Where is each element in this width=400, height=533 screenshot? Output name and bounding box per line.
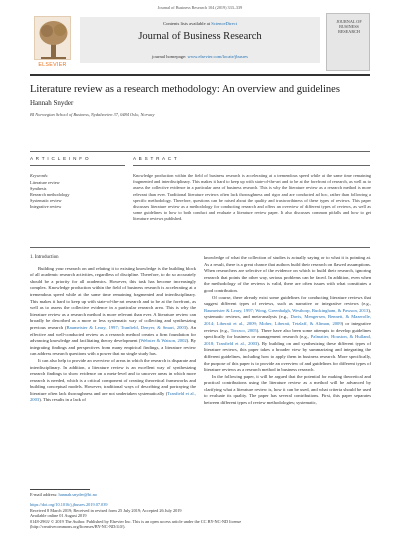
body-text: ). An effective and well-conducted review as a research method creates a firm foundation for advancing knowledge and facilitating theory development (	[30, 324, 196, 344]
body-text: ). By integrating findings and perspectives from many empirical findings, a literature review can address research questions with a power that no single study has.	[30, 338, 197, 357]
received-dates: Received 8 March 2019; Received in revised form 25 July 2019; Accepted 26 July 2019	[30, 507, 182, 513]
masthead-divider	[30, 74, 370, 76]
email-link[interactable]: hannah.snyder@bi.no	[58, 492, 97, 497]
article-info-heading: A R T I C L E I N F O	[30, 156, 90, 161]
keyword-item: Research methodology	[30, 192, 70, 197]
tree-icon	[35, 17, 72, 61]
available-online: Available online 01 August 2019	[30, 513, 87, 519]
info-divider-right	[133, 165, 370, 166]
cover-title: JOURNAL OF BUSINESS RESEARCH	[336, 19, 362, 35]
abstract-heading: A B S T R A C T	[133, 156, 178, 161]
body-text: ), systematic reviews, and meta-analysis (e.g.,	[204, 307, 371, 320]
keyword-item: Literature review	[30, 180, 60, 185]
keyword-item: Systematic review	[30, 198, 62, 203]
citation-link[interactable]: Webster & Watson, 2002	[140, 338, 187, 344]
body-text: ). This results in a lack of	[39, 397, 86, 403]
info-divider-left	[30, 165, 125, 166]
email-label: E-mail address:	[30, 492, 59, 497]
body-text: Building your research on and relating it to existing knowledge is the building block of all academic research activities, regardless of discipline. Therefore, to do so accurately should be a priority for all academics. However, this task has become increasingly complex. Knowledge production within the field of business research is accelerating at a tremendous speed while at the same time remaining fragmented and interdisciplinary. This makes it hard to keep up with state-of-the-art research and to be at the forefront, as well as to assess the collective evidence in a particular research area. This is why the literature review as a research method is more relevant than ever. A literature review can broadly be described as a more or less systematic way of collecting and synthesizing previous research (	[30, 265, 196, 330]
paragraph	[204, 374, 371, 407]
footnote-email	[30, 492, 97, 497]
homepage-link[interactable]: www.elsevier.com/locate/jbusres	[187, 54, 248, 59]
citation-link[interactable]: Palmatier, Houston, & Hulland, 2018; Tranfield et al., 2003	[204, 334, 371, 346]
keywords-label: Keywords:	[30, 173, 49, 178]
info-divider-top	[30, 151, 370, 152]
journal-citation: Journal of Business Research 104 (2019) 333–339	[157, 5, 243, 10]
citation-link[interactable]: Tranfield et al., 2003	[30, 390, 196, 403]
body-text: knowledge of what the collection of studies is actually saying or to what it is pointing at. As a result, there is a great chance that authors build their research on flawed assumptions. When researchers are selective of the evidence on which to build their research, ignoring research that points the other way, serious problems can be faced. In addition, even when the methodology of the reviews is valid, there are often issues with what constitutes a good contribution.	[204, 255, 371, 293]
publisher-name: ELSEVIER	[38, 62, 67, 68]
citation-link[interactable]: Davis, Mengersen, Bennett, & Mazerolle, 2014; Liberati et al., 2009; Moher, Liberati, Tetzlaff, & Altman, 2009	[204, 314, 371, 326]
body-column-right	[204, 255, 371, 407]
license-url[interactable]: (http://creativecommons.org/licenses/BY-NC-ND/4.0/).	[30, 524, 126, 530]
contents-line	[80, 21, 320, 26]
citation-link[interactable]: Baumeister & Leary, 1997; Wong, Greenhalgh, Westhorp, Buckingham, & Pawson, 2013	[204, 307, 369, 313]
section-title: 1. Introduction	[30, 255, 59, 260]
masthead	[30, 13, 370, 73]
paragraph	[30, 266, 196, 358]
keyword-item: Integrative review	[30, 204, 62, 209]
journal-cover-thumbnail[interactable]	[326, 13, 370, 71]
citation-link[interactable]: Torraco, 2005	[230, 327, 257, 333]
paragraph	[204, 255, 371, 295]
contents-prefix: Contents lists available at	[163, 21, 212, 26]
license-line: 0148-2963/ © 2019 The Author. Published by Elsevier Inc. This is an open access article under the CC BY-NC-ND license	[30, 518, 242, 524]
article-title: Literature review as a research methodology: An overview and guidelines	[30, 84, 340, 95]
elsevier-tree-icon	[34, 16, 71, 60]
author-affiliation: BI Norwegian School of Business, Nydalsveien 37, 0484 Oslo, Norway	[30, 112, 155, 117]
paragraph	[30, 358, 196, 404]
homepage-prefix: journal homepage:	[152, 54, 188, 59]
paragraph	[204, 295, 371, 374]
abstract-divider-bottom	[30, 247, 370, 248]
body-text: Of course, there already exist some guidelines for conducting literature reviews that suggest different types of reviews, such as narrative or integrative reviews (e.g.,	[204, 294, 371, 307]
journal-name: Journal of Business Research	[138, 31, 262, 42]
abstract-text: Knowledge production within the field of business research is accelerating at a tremendous speed while at the same time remaining fragmented and interdisciplinary. This makes it hard to keep up with state-of-the-art and to be at the forefront of research, as well as to assess the collective evidence in a particular area of business research. This is why the literature review as a research method is more relevant than ever. Traditional literature reviews often lack thoroughness and rigor and are conducted ad hoc, rather than following a specific methodology. Therefore, questions can be raised about the quality and trustworthiness of these types of reviews. This paper discusses literature review as a methodology for conducting research and offers an overview of different types of reviews, as well as some guidelines to how to both conduct and evaluate a literature review paper. It also discusses common pitfalls and how to get literature reviews published.	[133, 173, 371, 222]
citation-link[interactable]: Baumeister & Leary, 1997; Tranfield, Denyer, & Smart, 2003	[66, 324, 186, 330]
body-text: In the following paper, it will be argued that the potential for making theoretical and practical contributions using the literature review as a method will be advanced by clarifying what a literature review is, how it can be used, and what criteria should be used to evaluate its quality. The paper has several contributions. First, this paper separates between different types of review methodologies; systematic,	[204, 373, 371, 406]
body-text: ). By building on and synthesizing these different types of literature reviews, this paper takes a broader view by summarizing and integrating the different guidelines, including how to apply them in business research. More specifically, the purpose of this paper is to provide an overview of and guidelines for different types of literature reviews as a research method in business research.	[204, 340, 371, 373]
footnote-divider	[30, 489, 90, 490]
author-name: Hannah Snyder	[30, 99, 74, 107]
keyword-item: Synthesis	[30, 186, 47, 191]
article-footer	[30, 502, 370, 530]
homepage-line	[80, 54, 320, 59]
publisher-logo[interactable]	[30, 13, 75, 71]
sciencedirect-link[interactable]: ScienceDirect	[211, 21, 237, 26]
body-column-left	[30, 255, 196, 404]
body-text: ). There have also been some attempts to develop guidelines specifically for business or management research (e.g.,	[204, 327, 371, 340]
doi-link[interactable]: https://doi.org/10.1016/j.jbusres.2019.07.039	[30, 502, 108, 507]
body-text: ) or integrative reviews (e.g.,	[204, 320, 371, 333]
body-text: It can also help to provide an overview of areas in which the research is disparate and interdisciplinary. In addition, a literature review is an excellent way of synthesizing research findings to show evidence on a meta-level and to uncover areas in which more research is needed, which is a critical component of creating theoretical frameworks and building conceptual models. However, traditional ways of describing and portraying the literature often lack thoroughness and are not undertaken systematically (	[30, 357, 196, 396]
